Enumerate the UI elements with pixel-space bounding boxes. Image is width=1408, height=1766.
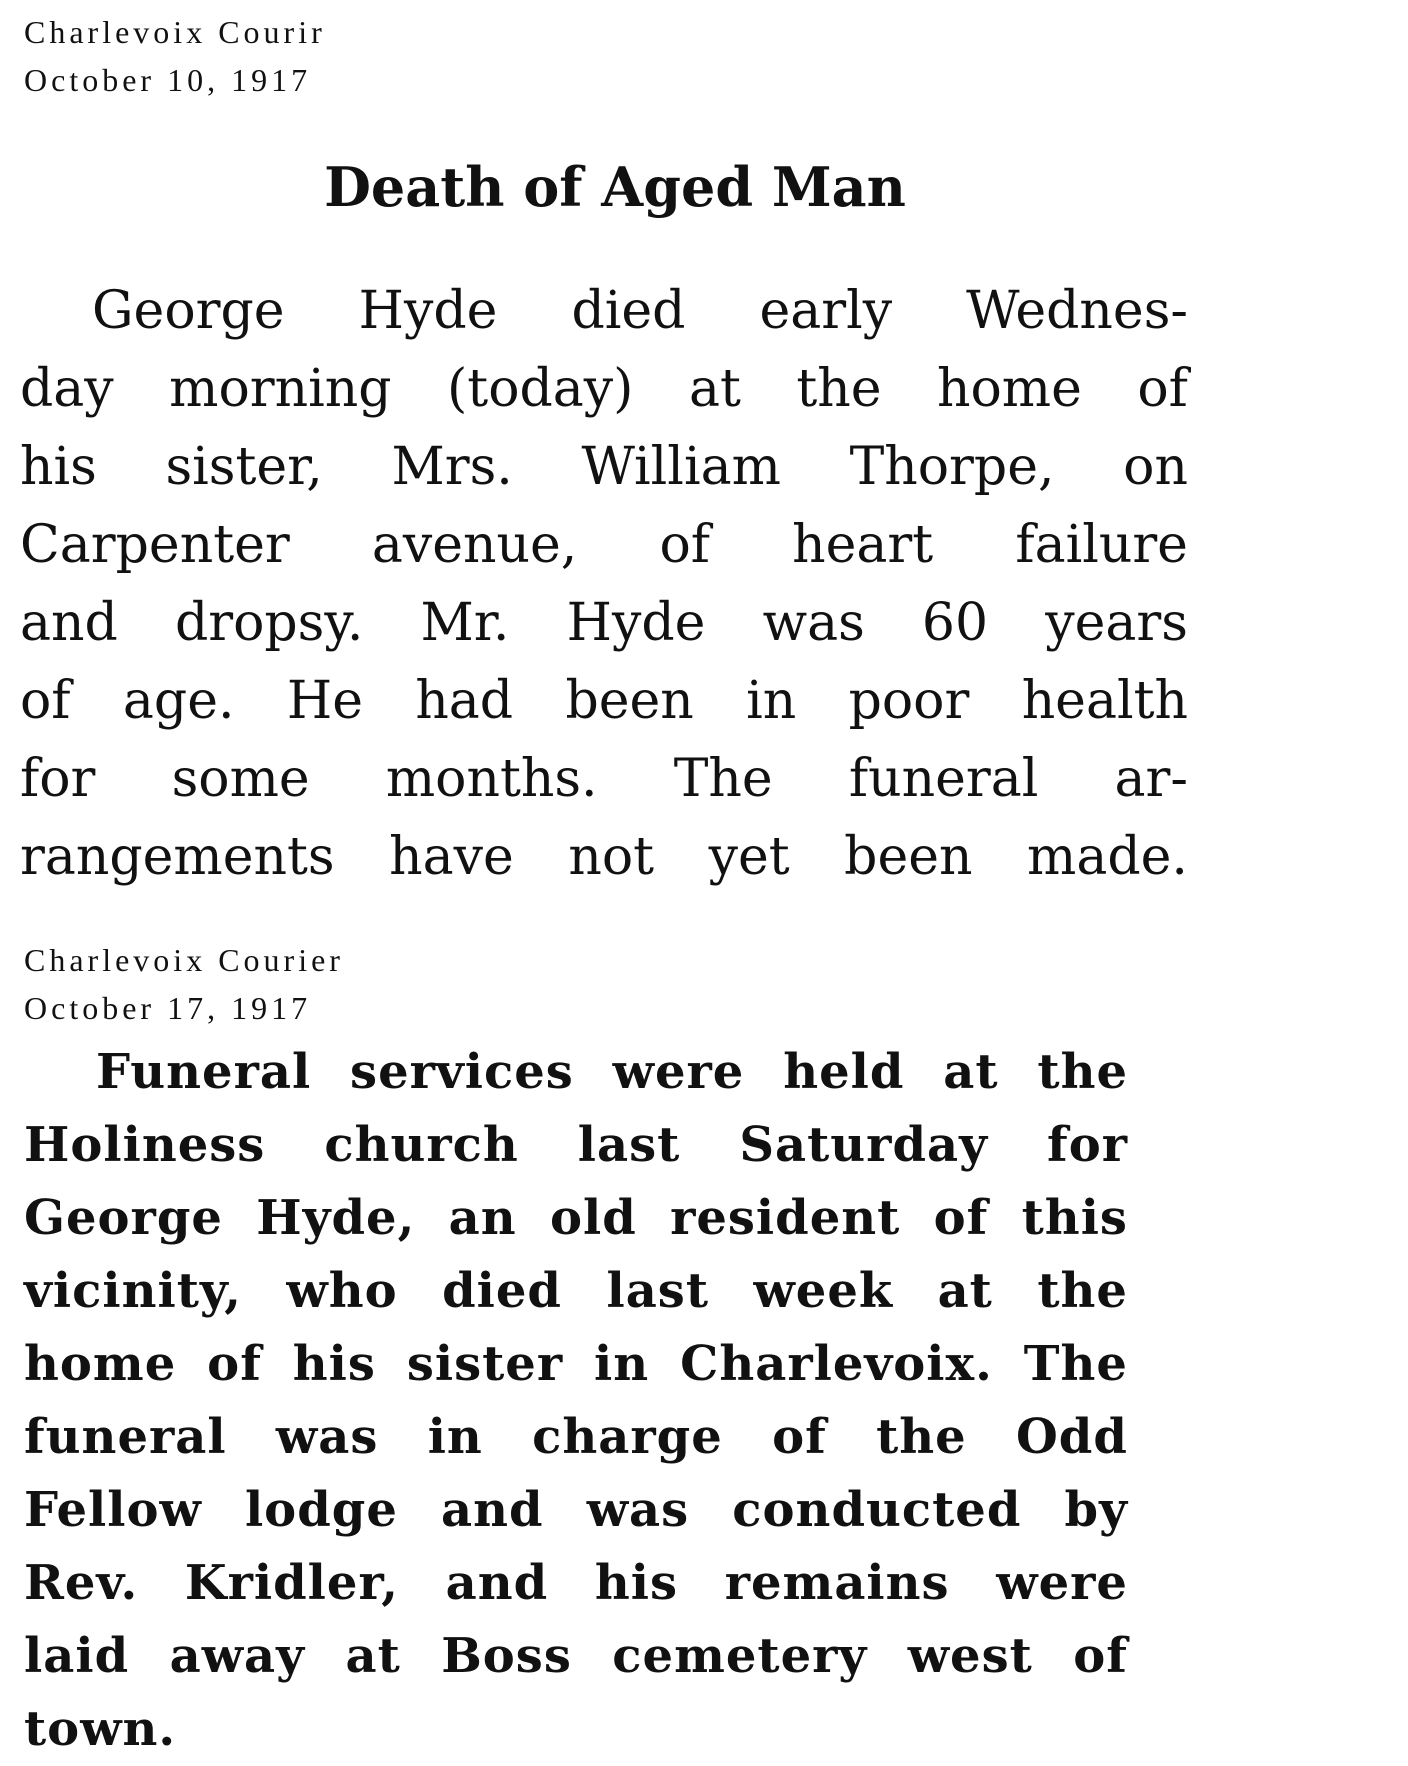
article-word: his xyxy=(594,1555,679,1611)
article-word: in xyxy=(594,1336,650,1392)
article-word: Hyde xyxy=(566,593,706,653)
article-line xyxy=(24,1109,1128,1182)
obituary-article xyxy=(20,272,1188,896)
article-word: who xyxy=(286,1263,398,1319)
article-word: months. xyxy=(385,749,598,809)
article-word: for xyxy=(1047,1117,1128,1173)
article-word: Rev. xyxy=(24,1555,139,1611)
newspaper-name: Charlevoix Courier xyxy=(24,942,344,978)
article-word: heart xyxy=(792,515,934,575)
article-word: years xyxy=(1045,593,1188,653)
article-word: old xyxy=(549,1190,637,1246)
article-word: were xyxy=(996,1555,1128,1611)
newspaper-name: Charlevoix Courir xyxy=(24,14,326,50)
article-line xyxy=(20,272,1188,350)
article-word: by xyxy=(1064,1482,1128,1538)
article-word: was xyxy=(586,1482,690,1538)
article-line xyxy=(20,662,1188,740)
article-word: He xyxy=(286,671,363,731)
article-word: avenue, xyxy=(371,515,578,575)
article-word: of xyxy=(933,1190,989,1246)
article-word: Boss xyxy=(441,1628,572,1684)
article-line xyxy=(24,1547,1128,1620)
article-word: at xyxy=(943,1044,999,1100)
article-line xyxy=(20,428,1188,506)
article-word: Charlevoix. xyxy=(680,1336,993,1392)
article-word: some xyxy=(171,749,310,809)
article-word: rangements xyxy=(20,827,335,887)
article-word: cemetery xyxy=(612,1628,868,1684)
article-word: died xyxy=(442,1263,562,1319)
article-word: Thorpe, xyxy=(849,437,1055,497)
article-word: yet xyxy=(708,827,790,887)
article-word: George xyxy=(92,281,285,341)
article-word: sister, xyxy=(165,437,323,497)
article-word: the xyxy=(876,1409,967,1465)
article-word: away xyxy=(169,1628,306,1684)
article-line xyxy=(24,1036,1128,1109)
article-word: the xyxy=(796,359,882,419)
article-line xyxy=(24,1182,1128,1255)
article-word: Carpenter xyxy=(20,515,290,575)
article-word: was xyxy=(762,593,865,653)
article-word: early xyxy=(759,281,893,341)
article-word: on xyxy=(1123,437,1188,497)
source-citation-1 xyxy=(24,8,326,104)
article-word: had xyxy=(415,671,514,731)
article-word: Wednes- xyxy=(966,281,1188,341)
article-word: sister xyxy=(406,1336,564,1392)
article-word: morning xyxy=(169,359,392,419)
article-word: have xyxy=(389,827,514,887)
article-word: The xyxy=(673,749,773,809)
article-word: resident xyxy=(670,1190,901,1246)
article-word: dropsy. xyxy=(174,593,364,653)
article-word: The xyxy=(1023,1336,1128,1392)
article-line xyxy=(24,1328,1128,1401)
article-word: vicinity, xyxy=(24,1263,242,1319)
article-word: of xyxy=(20,671,71,731)
article-word: of xyxy=(772,1409,827,1465)
article-word: conducted xyxy=(732,1482,1022,1538)
article-word: at xyxy=(688,359,741,419)
article-word: funeral xyxy=(24,1409,227,1465)
article-word: were xyxy=(612,1044,745,1100)
article-word: Saturday xyxy=(739,1117,989,1173)
article-word: died xyxy=(571,281,686,341)
article-word: at xyxy=(345,1628,401,1684)
article-word: home xyxy=(24,1336,177,1392)
article-word: poor xyxy=(848,671,970,731)
article-word: Kridler, xyxy=(184,1555,399,1611)
article-word: of xyxy=(207,1336,262,1392)
article-word: was xyxy=(275,1409,379,1465)
article-word: Holiness xyxy=(24,1117,266,1173)
article-word: day xyxy=(20,359,114,419)
funeral-notice-article xyxy=(24,1036,1128,1766)
article-word: and xyxy=(20,593,118,653)
article-word: for xyxy=(20,749,96,809)
article-line xyxy=(24,1401,1128,1474)
article-word: at xyxy=(937,1263,993,1319)
article-word: of xyxy=(659,515,711,575)
article-word: laid xyxy=(24,1628,130,1684)
article-word: services xyxy=(350,1044,574,1100)
article-word: made. xyxy=(1027,827,1188,887)
article-word: not xyxy=(568,827,655,887)
article-line xyxy=(24,1474,1128,1547)
article-word: home xyxy=(937,359,1082,419)
article-line xyxy=(20,818,1188,896)
article-word: the xyxy=(1037,1263,1128,1319)
article-word: of xyxy=(1073,1628,1128,1684)
article-word: his xyxy=(20,437,97,497)
article-word: held xyxy=(783,1044,905,1100)
article-word: this xyxy=(1021,1190,1128,1246)
article-word: remains xyxy=(724,1555,950,1611)
article-word: last xyxy=(606,1263,709,1319)
article-word: week xyxy=(753,1263,894,1319)
article-line xyxy=(20,350,1188,428)
article-word: town. xyxy=(24,1701,177,1757)
article-word: and xyxy=(441,1482,544,1538)
article-line xyxy=(20,740,1188,818)
article-word: Mrs. xyxy=(391,437,513,497)
article-word: health xyxy=(1021,671,1188,731)
source-citation-2 xyxy=(24,936,344,1032)
article-word: been xyxy=(565,671,694,731)
article-word: Hyde xyxy=(358,281,498,341)
article-line xyxy=(24,1693,1128,1766)
article-word: west xyxy=(907,1628,1033,1684)
article-word: church xyxy=(324,1117,519,1173)
article-word: William xyxy=(581,437,781,497)
article-word: lodge xyxy=(244,1482,398,1538)
article-word: been xyxy=(844,827,973,887)
article-line xyxy=(24,1620,1128,1693)
article-word: Odd xyxy=(1015,1409,1128,1465)
article-word: George xyxy=(24,1190,223,1246)
article-line xyxy=(20,584,1188,662)
article-word: failure xyxy=(1015,515,1188,575)
article-word: ar- xyxy=(1114,749,1188,809)
article-word: Mr. xyxy=(420,593,510,653)
article-word: (today) xyxy=(447,359,634,419)
article-headline: Death of Aged Man xyxy=(324,155,906,219)
article-word: his xyxy=(292,1336,376,1392)
article-word: and xyxy=(445,1555,549,1611)
publication-date: October 17, 1917 xyxy=(24,990,312,1026)
article-word: the xyxy=(1037,1044,1128,1100)
publication-date: October 10, 1917 xyxy=(24,62,312,98)
article-word: charge xyxy=(532,1409,723,1465)
article-word: in xyxy=(427,1409,483,1465)
article-word: an xyxy=(448,1190,517,1246)
article-word: age. xyxy=(122,671,235,731)
article-word: Fellow xyxy=(24,1482,202,1538)
article-word: in xyxy=(746,671,797,731)
article-line xyxy=(24,1255,1128,1328)
article-word: last xyxy=(577,1117,681,1173)
article-word: of xyxy=(1137,359,1188,419)
article-word: Funeral xyxy=(96,1044,312,1100)
article-word: 60 xyxy=(921,593,989,653)
article-word: funeral xyxy=(848,749,1039,809)
article-line xyxy=(20,506,1188,584)
article-word: Hyde, xyxy=(256,1190,416,1246)
